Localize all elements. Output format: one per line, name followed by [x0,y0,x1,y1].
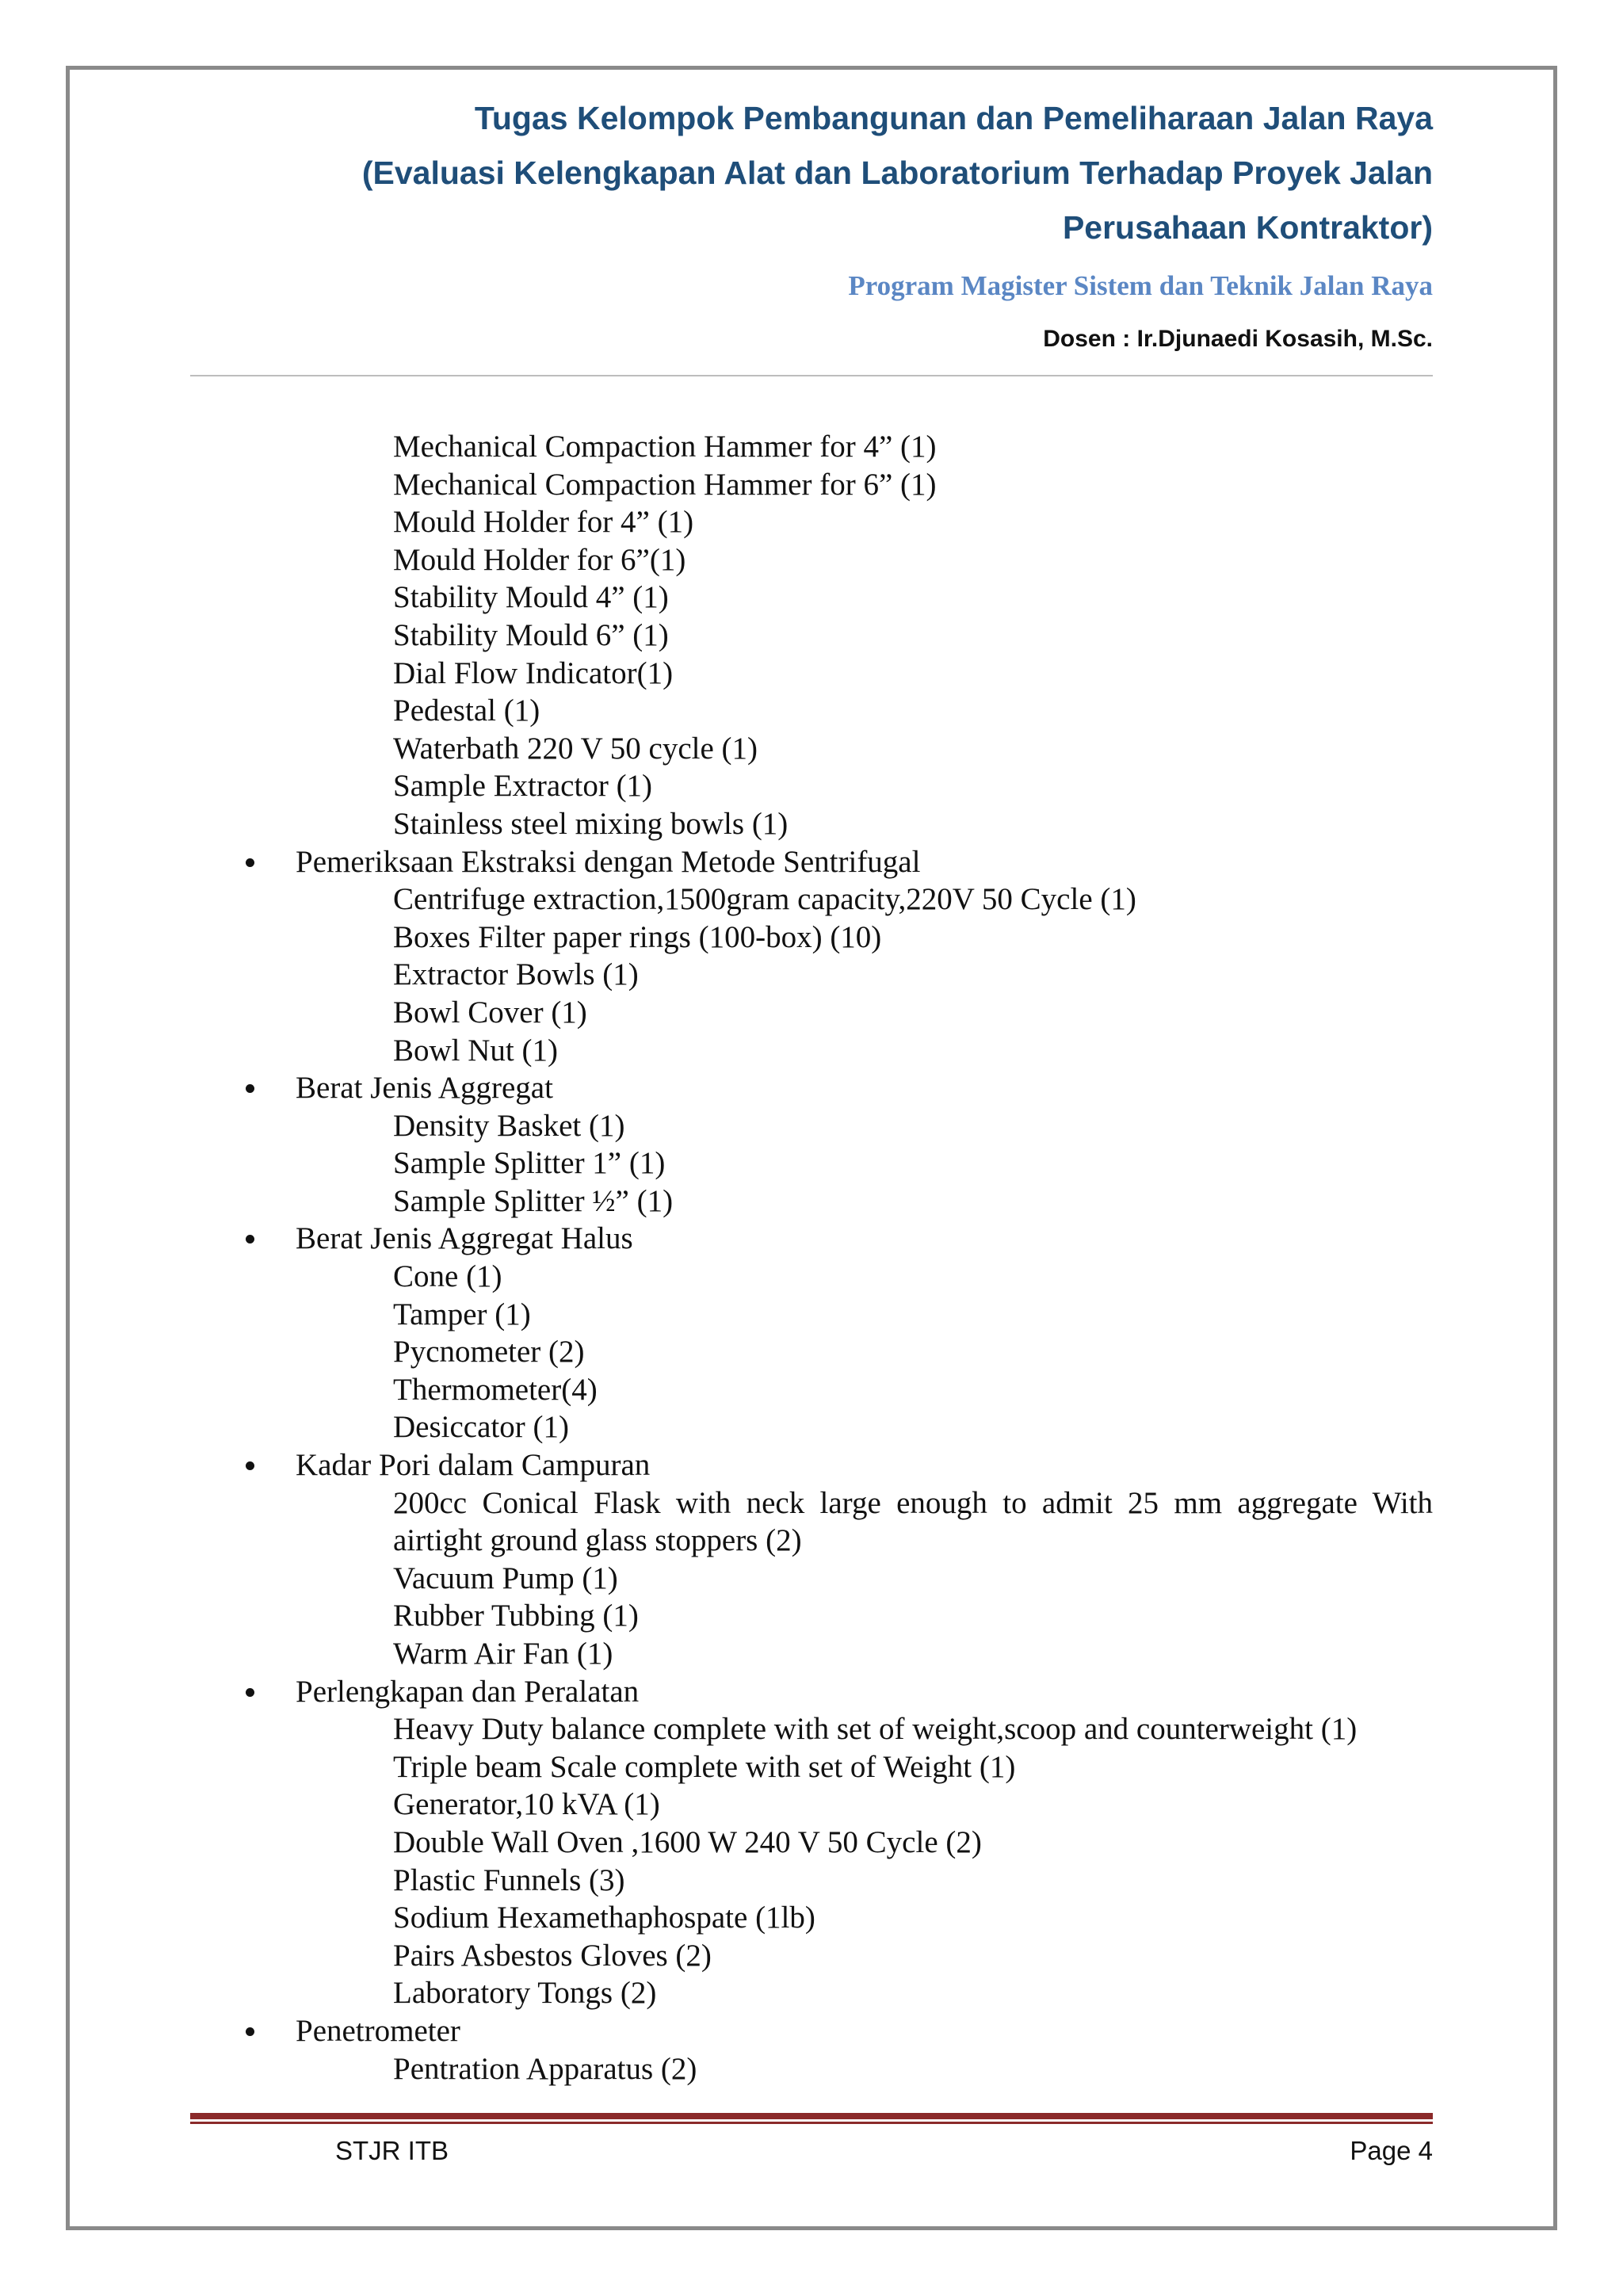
section-heading [190,2012,1433,2050]
list-item: Triple beam Scale complete with set of Weight (1) [393,1749,1016,1784]
page-number: Page 4 [1350,2136,1433,2165]
bullet-icon [246,858,254,867]
list-item: Boxes Filter paper rings (100-box) (10) [393,919,882,954]
section-heading [190,1446,1433,1484]
list-item: Extractor Bowls (1) [393,957,639,992]
footer-divider-thick [190,2113,1433,2119]
list-item: Plastic Funnels (3) [393,1862,625,1897]
list-item: Warm Air Fan (1) [393,1637,613,1671]
list-item: Pentration Apparatus (2) [393,2051,697,2086]
list-item: Dial Flow Indicator(1) [393,655,674,690]
section-heading [190,1673,1433,1711]
bullet-icon [246,2027,254,2036]
list-item: Heavy Duty balance complete with set of weight,scoop and counterweight (1) [393,1712,1358,1747]
section-heading [190,1220,1433,1258]
footer-divider-thin [190,2122,1433,2124]
list-item: Laboratory Tongs (2) [393,1976,657,2011]
section-title: Pemeriksaan Ekstraksi dengan Metode Sentrifugal [296,844,921,879]
list-item: Vacuum Pump (1) [393,1561,618,1595]
list-item: Mechanical Compaction Hammer for 4” (1) [393,430,937,464]
section-heading [190,843,1433,881]
list-item: Sample Splitter 1” (1) [393,1146,666,1181]
document-body [190,428,1433,2088]
list-item: Pedestal (1) [393,693,540,728]
section-title: Berat Jenis Aggregat [296,1071,553,1106]
section-title: Penetrometer [296,2013,460,2048]
lecturer-name: Dosen : Ir.Djunaedi Kosasih, M.Sc. [1043,326,1433,352]
list-item: Cone (1) [393,1259,502,1294]
list-item: Centrifuge extraction,1500gram capacity,220V 50 Cycle (1) [393,882,1136,917]
list-item: Pairs Asbestos Gloves (2) [393,1938,712,1973]
list-item: Bowl Nut (1) [393,1033,558,1068]
list-item: Tamper (1) [393,1297,531,1331]
list-item: Pycnometer (2) [393,1335,585,1370]
section-title: Perlengkapan dan Peralatan [296,1674,640,1709]
list-item: Sample Extractor (1) [393,769,653,804]
list-item: Thermometer(4) [393,1372,598,1407]
list-item: Rubber Tubbing (1) [393,1599,639,1633]
bullet-icon [246,1235,254,1244]
list-item: Waterbath 220 V 50 cycle (1) [393,731,758,766]
list-item: Bowl Cover (1) [393,995,587,1030]
footer-institution: STJR ITB [335,2136,449,2165]
list-item: Mould Holder for 6”(1) [393,542,686,577]
list-item: Stainless steel mixing bowls (1) [393,806,789,841]
bullet-icon [246,1688,254,1697]
section-title: Kadar Pori dalam Campuran [296,1448,651,1483]
section-title: Berat Jenis Aggregat Halus [296,1221,633,1256]
list-item: Density Basket (1) [393,1108,625,1143]
document-title-line-2: (Evaluasi Kelengkapan Alat dan Laboratorium Terhadap Proyek Jalan [361,155,1433,191]
list-item: Sodium Hexamethaphospate (1lb) [393,1901,815,1935]
header-divider [190,375,1433,376]
list-item: Mechanical Compaction Hammer for 6” (1) [393,467,937,502]
bullet-icon [246,1084,254,1093]
list-item: Sample Splitter ½” (1) [393,1183,674,1218]
section-heading [190,1069,1433,1107]
document-header [190,91,1433,355]
list-item: Stability Mould 4” (1) [393,580,669,615]
list-item: Generator,10 kVA (1) [393,1787,660,1822]
program-name: Program Magister Sistem dan Teknik Jalan Raya [848,270,1433,301]
bullet-icon [246,1461,254,1470]
document-title-line-3: Perusahaan Kontraktor) [1062,209,1433,246]
list-item: Double Wall Oven ,1600 W 240 V 50 Cycle (2) [393,1824,982,1859]
list-item: Mould Holder for 4” (1) [393,505,694,540]
list-item: Desiccator (1) [393,1410,569,1445]
list-item: Stability Mould 6” (1) [393,617,669,652]
list-item: 200cc Conical Flask with neck large enough to admit 25 mm aggregate With airtight ground glass stoppers (2) [393,1485,1433,1558]
document-title-line-1: Tugas Kelompok Pembangunan dan Pemeliharaan Jalan Raya [474,100,1433,136]
